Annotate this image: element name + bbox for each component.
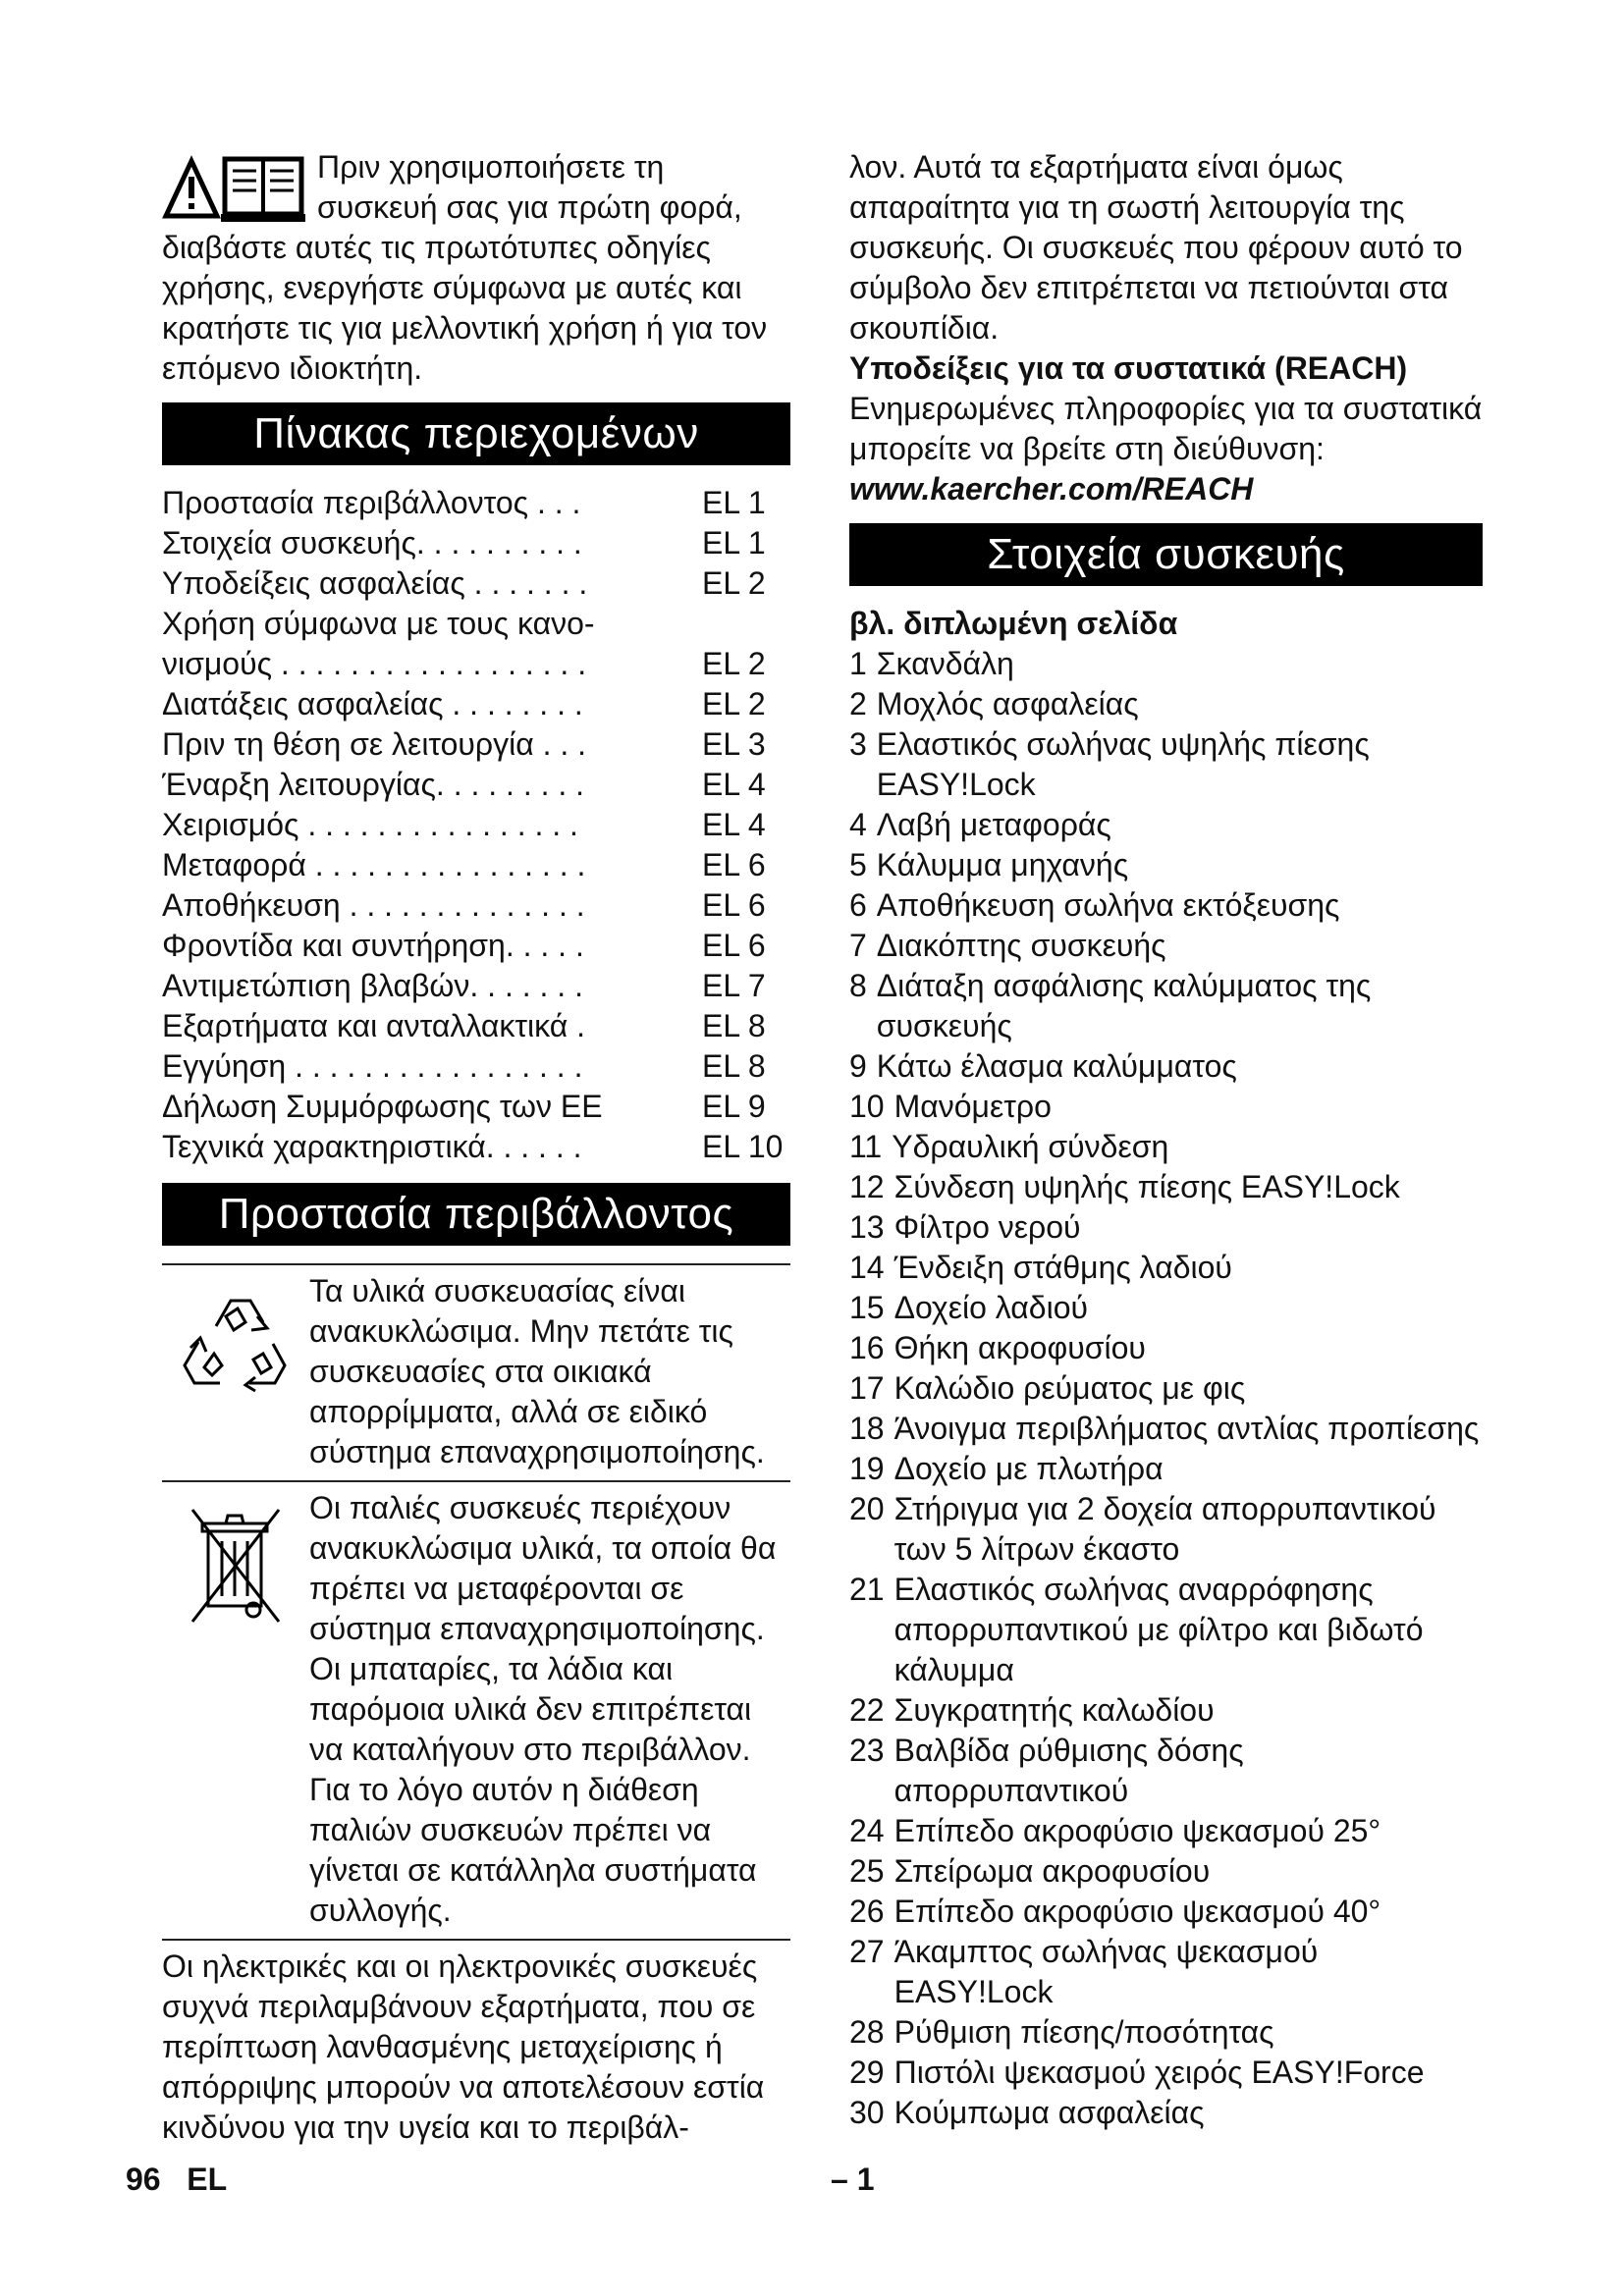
toc-page: EL 2 xyxy=(702,646,766,681)
toc-page: EL 4 xyxy=(702,767,766,802)
toc-row[interactable] xyxy=(162,765,790,805)
toc-page: EL 4 xyxy=(702,807,766,842)
toc-row[interactable] xyxy=(162,684,790,724)
toc-row[interactable] xyxy=(162,523,790,563)
item-number: 16 xyxy=(849,1330,885,1365)
item-label: Επίπεδο ακροφύσιο ψεκασμού 40° xyxy=(893,1894,1381,1929)
item-number: 19 xyxy=(849,1451,885,1486)
toc-page: EL 8 xyxy=(702,1008,766,1043)
toc-page: EL 2 xyxy=(702,565,766,601)
env-heading: Προστασία περιβάλλοντος xyxy=(162,1183,790,1246)
item-number: 9 xyxy=(849,1048,867,1084)
item-number: 1 xyxy=(849,646,867,681)
toc-row[interactable] xyxy=(162,1006,790,1046)
item-label: Αποθήκευση σωλήνα εκτόξευσης xyxy=(876,887,1340,923)
item-label: Ελαστικός σωλήνας υψηλής πίεσης EASY!Lock xyxy=(876,726,1370,802)
list-item xyxy=(849,1932,1483,2012)
item-label: Δοχείο λαδιού xyxy=(893,1290,1088,1325)
item-label: Συγκρατητής καλωδίου xyxy=(893,1692,1215,1728)
item-label: Βαλβίδα ρύθμισης δόσης απορρυπαντικού xyxy=(893,1733,1244,1808)
bin-row xyxy=(162,1480,790,1939)
list-item xyxy=(849,1207,1483,1248)
item-number: 7 xyxy=(849,928,867,963)
toc-title: Πριν τη θέση σε λειτουργία . . . xyxy=(162,726,587,762)
toc-title: Αποθήκευση . . . . . . . . . . . . . . xyxy=(162,887,585,923)
toc-title: Τεχνικά χαρακτηριστικά. . . . . . xyxy=(162,1129,582,1164)
device-heading: Στοιχεία συσκευής xyxy=(849,523,1483,586)
item-label: Κάλυμμα μηχανής xyxy=(876,847,1129,882)
toc-title: Δήλωση Συμμόρφωσης των ΕΕ xyxy=(162,1089,603,1124)
list-item xyxy=(849,724,1483,805)
list-item xyxy=(849,1570,1483,1690)
reach-heading: Υποδείξεις για τα συστατικά (REACH) xyxy=(849,350,1408,386)
list-item xyxy=(849,1127,1483,1167)
toc-page: EL 1 xyxy=(702,525,766,561)
item-label: Καλώδιο ρεύματος με φις xyxy=(893,1370,1246,1406)
item-label: Σκανδάλη xyxy=(876,646,1014,681)
item-label: Υδραυλική σύνδεση xyxy=(892,1129,1169,1164)
item-number: 18 xyxy=(849,1411,885,1446)
device-subheading: βλ. διπλωμένη σελίδα xyxy=(849,606,1178,641)
item-number: 3 xyxy=(849,726,867,762)
footer-page-number: 96 EL xyxy=(126,2162,228,2197)
item-number: 15 xyxy=(849,1290,885,1325)
electrical-text: Οι ηλεκτρικές και οι ηλεκτρονικές συσκευές συχνά περιλαμβάνουν εξαρτήματα, που σε περίπτωση λανθασμένης μεταχείρισης ή απόρριψης μπορούν να αποτελέσουν εστία κινδύνου για την υγεία και το περιβάλ- xyxy=(162,1939,790,2148)
toc-page xyxy=(702,604,790,644)
list-item xyxy=(849,1892,1483,1932)
continuation-text: λον. Αυτά τα εξαρτήματα είναι όμως απαραίτητα για τη σωστή λειτουργία της συσκευής. Οι συσκευές που φέρουν αυτό το σύμβολο δεν επιτρέπεται να πετιούνται στα σκουπίδια. xyxy=(849,149,1463,346)
toc-title: Φροντίδα και συντήρηση. . . . . xyxy=(162,928,584,963)
toc-row[interactable] xyxy=(162,805,790,845)
list-item xyxy=(849,885,1483,926)
item-label: Άκαμπτος σωλήνας ψεκασμού EASY!Lock xyxy=(893,1934,1319,2009)
toc-row[interactable] xyxy=(162,885,790,926)
toc-page: EL 6 xyxy=(702,928,766,963)
item-number: 25 xyxy=(849,1853,885,1889)
list-item xyxy=(849,2012,1483,2053)
item-label: Σύνδεση υψηλής πίεσης EASY!Lock xyxy=(893,1169,1400,1204)
item-label: Ρύθμιση πίεσης/ποσότητας xyxy=(893,2014,1274,2050)
item-label: Στήριγμα για 2 δοχεία απορρυπαντικού των 5 λίτρων έκαστο xyxy=(893,1491,1436,1567)
item-label: Λαβή μεταφοράς xyxy=(876,807,1111,842)
list-item xyxy=(849,2093,1483,2133)
recycle-icon xyxy=(177,1289,295,1397)
list-item xyxy=(849,1248,1483,1288)
list-item xyxy=(849,805,1483,845)
toc-row[interactable] xyxy=(162,644,790,684)
footer-language: EL xyxy=(187,2162,228,2197)
item-number: 27 xyxy=(849,1934,885,1969)
list-item xyxy=(849,2053,1483,2093)
right-column xyxy=(849,147,1483,2133)
toc-page: EL 1 xyxy=(702,485,766,520)
toc-row[interactable] xyxy=(162,604,790,644)
reach-text: Ενημερωμένες πληροφορίες για τα συστατικά μπορείτε να βρείτε στη διεύθυνση: xyxy=(849,391,1483,466)
bin-text: Οι παλιές συσκευές περιέχουν ανακυκλώσιμα υλικά, τα οποία θα πρέπει να μεταφέρονται σε σύστημα επαναχρησιμοποίησης. Οι μπαταρίες, τα λάδια και παρόμοια υλικά δεν επιτρέπεται να καταλήγουν στο περιβάλλον. Για το λόγο αυτόν η διάθεση παλιών συσκευών πρέπει να γίνεται σε κατάλληλα συστήματα συλλογής. xyxy=(309,1490,777,1928)
warning-manual-icon xyxy=(162,153,307,224)
toc-title: Χρήση σύμφωνα με τους κανο- xyxy=(162,606,595,641)
list-item xyxy=(849,1489,1483,1570)
intro-block xyxy=(162,147,790,389)
item-number: 29 xyxy=(849,2055,885,2090)
item-number: 12 xyxy=(849,1169,885,1204)
item-label: Άνοιγμα περιβλήματος αντλίας προπίεσης xyxy=(893,1411,1480,1446)
list-item xyxy=(849,845,1483,885)
item-number: 11 xyxy=(849,1129,883,1164)
toc-page: EL 10 xyxy=(702,1129,784,1164)
item-number: 2 xyxy=(849,686,867,721)
item-label: Πιστόλι ψεκασμού χειρός EASY!Force xyxy=(893,2055,1425,2090)
list-item xyxy=(849,1731,1483,1811)
toc-row[interactable] xyxy=(162,724,790,765)
toc-row[interactable] xyxy=(162,1087,790,1127)
item-number: 23 xyxy=(849,1733,885,1768)
item-label: Διάταξη ασφάλισης καλύμματος της συσκευής xyxy=(876,968,1372,1043)
item-label: Μανόμετρο xyxy=(893,1089,1052,1124)
toc-page: EL 2 xyxy=(702,686,766,721)
item-label: Σπείρωμα ακροφυσίου xyxy=(893,1853,1211,1889)
item-number: 8 xyxy=(849,968,867,1003)
toc-page: EL 7 xyxy=(702,968,766,1003)
toc-heading: Πίνακας περιεχομένων xyxy=(162,402,790,465)
list-item xyxy=(849,1690,1483,1731)
list-item xyxy=(849,1449,1483,1489)
item-label: Διακόπτης συσκευής xyxy=(876,928,1166,963)
toc-page: EL 8 xyxy=(702,1048,766,1084)
list-item xyxy=(849,1288,1483,1328)
list-item xyxy=(849,926,1483,966)
list-item xyxy=(849,684,1483,724)
item-label: Ελαστικός σωλήνας αναρρόφησης απορρυπαντικού με φίλτρο και βιδωτό κάλυμμα xyxy=(893,1572,1424,1687)
toc-title: Εξαρτήματα και ανταλλακτικά . xyxy=(162,1008,585,1043)
toc-title: Αντιμετώπιση βλαβών. . . . . . . xyxy=(162,968,583,1003)
item-number: 20 xyxy=(849,1491,885,1526)
list-item xyxy=(849,1087,1483,1127)
toc-title: Προστασία περιβάλλοντος . . . xyxy=(162,485,581,520)
recycle-text: Τα υλικά συσκευασίας είναι ανακυκλώσιμα. Μην πετάτε τις συσκευασίες στα οικιακά απορρίμματα, αλλά σε ειδικό σύστημα επαναχρησιμοποίησης. xyxy=(309,1273,765,1469)
toc-title: Στοιχεία συσκευής. . . . . . . . . . xyxy=(162,525,582,561)
item-label: Επίπεδο ακροφύσιο ψεκασμού 25° xyxy=(893,1813,1381,1848)
item-number: 14 xyxy=(849,1250,885,1285)
toc-title: νισμούς . . . . . . . . . . . . . . . . . . xyxy=(162,646,587,681)
item-label: Ένδειξη στάθμης λαδιού xyxy=(893,1250,1232,1285)
item-number: 22 xyxy=(849,1692,885,1728)
item-label: Θήκη ακροφυσίου xyxy=(893,1330,1146,1365)
crossed-bin-icon xyxy=(187,1502,285,1629)
item-number: 26 xyxy=(849,1894,885,1929)
list-item xyxy=(849,1328,1483,1368)
recycle-row xyxy=(162,1263,790,1480)
left-column xyxy=(162,147,790,2148)
toc-row[interactable] xyxy=(162,1127,790,1167)
toc-title: Υποδείξεις ασφαλείας . . . . . . . xyxy=(162,565,588,601)
list-item xyxy=(849,1167,1483,1207)
list-item xyxy=(849,1811,1483,1851)
footer-section-page: – 1 xyxy=(831,2162,875,2197)
table-of-contents xyxy=(162,483,790,1167)
list-item xyxy=(849,966,1483,1046)
toc-row[interactable] xyxy=(162,1046,790,1087)
list-item xyxy=(849,644,1483,684)
toc-title: Διατάξεις ασφαλείας . . . . . . . . xyxy=(162,686,583,721)
toc-row[interactable] xyxy=(162,563,790,604)
item-number: 21 xyxy=(849,1572,885,1607)
item-number: 10 xyxy=(849,1089,885,1124)
item-number: 17 xyxy=(849,1370,885,1406)
item-label: Μοχλός ασφαλείας xyxy=(876,686,1139,721)
item-label: Φίλτρο νερού xyxy=(893,1209,1081,1245)
list-item xyxy=(849,1046,1483,1087)
item-number: 13 xyxy=(849,1209,885,1245)
item-number: 6 xyxy=(849,887,867,923)
device-parts-list xyxy=(849,644,1483,2133)
list-item xyxy=(849,1409,1483,1449)
item-number: 24 xyxy=(849,1813,885,1848)
toc-row[interactable] xyxy=(162,926,790,966)
item-number: 5 xyxy=(849,847,867,882)
item-label: Δοχείο με πλωτήρα xyxy=(893,1451,1164,1486)
item-number: 28 xyxy=(849,2014,885,2050)
intro-text: Πριν χρησιμοποιήσετε τη συσκευή σας για πρώτη φορά, διαβάστε αυτές τις πρωτότυπες οδηγίες χρήσης, ενεργήστε σύμφωνα με αυτές και κρατήστε τις για μελλοντική χρήση ή για τον επόμενο ιδιοκτήτη. xyxy=(162,149,768,386)
list-item xyxy=(849,1368,1483,1409)
toc-title: Χειρισμός . . . . . . . . . . . . . . . . xyxy=(162,807,578,842)
item-number: 30 xyxy=(849,2095,885,2130)
toc-title: Έναρξη λειτουργίας. . . . . . . . . xyxy=(162,767,585,802)
toc-page: EL 9 xyxy=(702,1089,766,1124)
toc-page: EL 6 xyxy=(702,847,766,882)
toc-row[interactable] xyxy=(162,483,790,523)
toc-title: Εγγύηση . . . . . . . . . . . . . . . . . xyxy=(162,1048,583,1084)
reach-url[interactable]: www.kaercher.com/REACH xyxy=(849,471,1254,507)
toc-row[interactable] xyxy=(162,966,790,1006)
toc-page: EL 3 xyxy=(702,726,766,762)
item-label: Κάτω έλασμα καλύμματος xyxy=(876,1048,1237,1084)
list-item xyxy=(849,1851,1483,1892)
toc-title: Μεταφορά . . . . . . . . . . . . . . . . xyxy=(162,847,586,882)
toc-row[interactable] xyxy=(162,845,790,885)
item-label: Κούμπωμα ασφαλείας xyxy=(893,2095,1205,2130)
item-number: 4 xyxy=(849,807,867,842)
toc-page: EL 6 xyxy=(702,887,766,923)
